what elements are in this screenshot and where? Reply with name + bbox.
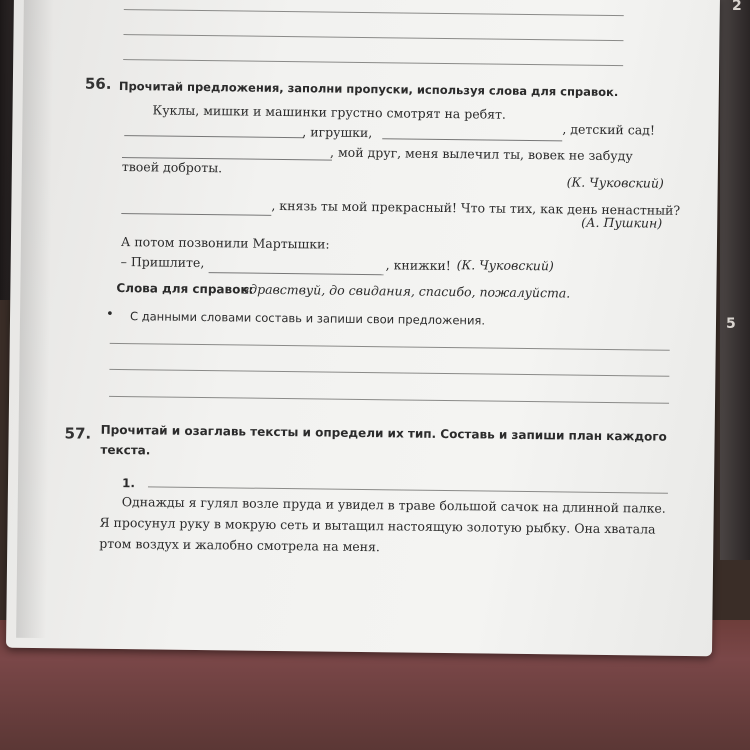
exercise-57-instruction-line-2: текста. xyxy=(100,442,151,458)
blank-5[interactable] xyxy=(209,262,384,275)
exercise-57-text-line-1: Однажды я гулял возле пруда и увидел в траве большой сачок на длинной палке. xyxy=(121,494,666,516)
blank-4[interactable] xyxy=(121,203,271,216)
page-shadow xyxy=(16,0,54,638)
writing-line xyxy=(123,34,623,41)
exercise-56-line-3: , мой друг, меня вылечил ты, вовек не забуду xyxy=(329,144,633,164)
reference-words-label: Слова для справок: xyxy=(116,280,254,297)
writing-line[interactable] xyxy=(109,369,669,377)
exercise-57-item-number: 1. xyxy=(121,476,136,491)
exercise-56-line-7c: (К. Чуковский) xyxy=(456,257,554,274)
exercise-56-author-1: (К. Чуковский) xyxy=(566,174,664,191)
exercise-57-text-line-2: Я просунул руку в мокрую сеть и вытащил настоящую золотую рыбку. Она хватала xyxy=(99,514,656,537)
exercise-56-line-4: твоей доброты. xyxy=(121,159,223,176)
exercise-56-instruction: Прочитай предложения, заполни пропуски, используя слова для справок. xyxy=(118,79,619,100)
bullet-icon: • xyxy=(105,306,114,322)
facing-page-mark-top: 2 xyxy=(732,0,742,14)
title-writing-line[interactable] xyxy=(148,486,668,493)
facing-page-mark-mid: 5 xyxy=(726,316,736,332)
facing-page xyxy=(720,0,750,560)
writing-line[interactable] xyxy=(109,396,669,404)
exercise-57-number: 57. xyxy=(64,424,92,443)
exercise-57-text-line-3: ртом воздух и жалобно смотрела на меня. xyxy=(99,535,381,555)
blank-2[interactable] xyxy=(382,128,562,141)
exercise-56-task: С данными словами составь и запиши свои предложения. xyxy=(129,309,486,328)
exercise-56-line-2a: , игрушки, xyxy=(302,124,373,141)
exercise-56-number: 56. xyxy=(84,74,112,93)
exercise-56-line-7b: , книжки! xyxy=(385,257,451,274)
reference-words: здравствуй, до свидания, спасибо, пожалуйста. xyxy=(242,281,571,301)
writing-line xyxy=(124,9,624,16)
writing-line[interactable] xyxy=(110,343,670,351)
workbook-page xyxy=(6,0,720,656)
writing-line xyxy=(123,59,623,66)
exercise-56-line-2b: , детский сад! xyxy=(562,121,656,138)
exercise-56-author-2: (А. Пушкин) xyxy=(581,214,663,231)
exercise-56-line-5: , князь ты мой прекрасный! Что ты тих, как день ненастный? xyxy=(271,197,681,218)
blank-1[interactable] xyxy=(124,125,304,138)
exercise-57-instruction-line-1: Прочитай и озаглавь тексты и определи их тип. Составь и запиши план каждого xyxy=(100,422,667,444)
exercise-56-line-1: Куклы, мишки и машинки грустно смотрят на ребят. xyxy=(152,102,507,122)
exercise-56-line-6: А потом позвонили Мартышки: xyxy=(120,234,330,252)
exercise-56-line-7a: – Пришлите, xyxy=(120,254,205,271)
